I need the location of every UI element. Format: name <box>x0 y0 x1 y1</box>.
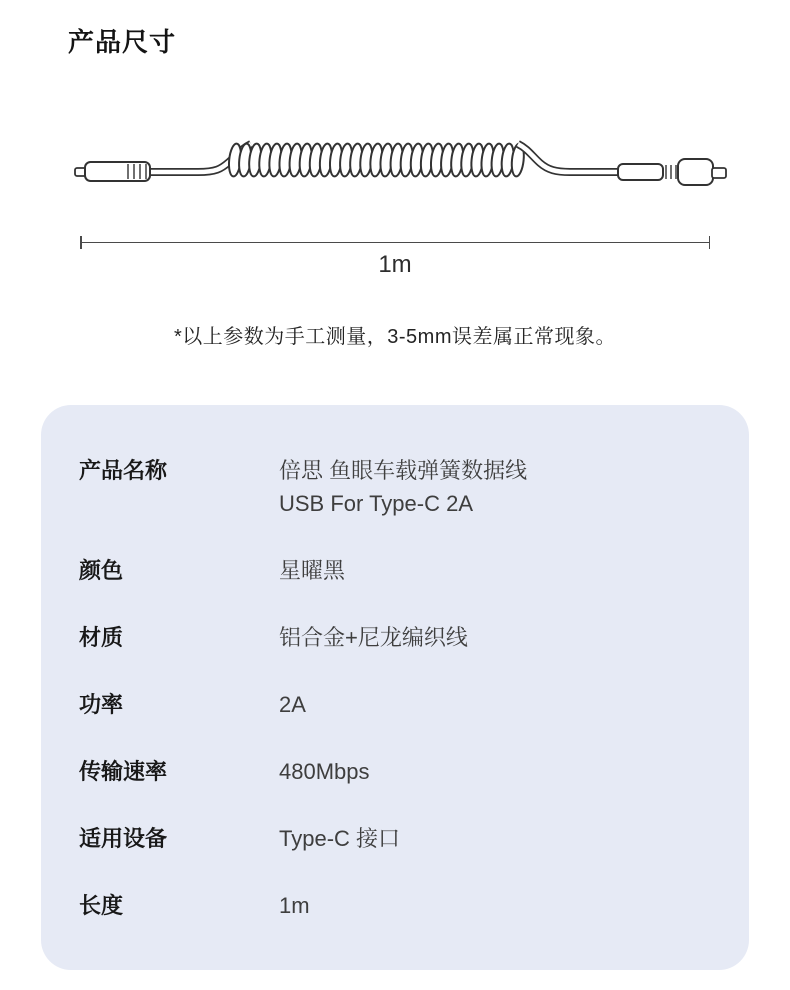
spec-value: 480Mbps <box>279 759 370 784</box>
spec-row-length <box>79 889 709 922</box>
spring-coil <box>228 143 526 177</box>
spec-row-compatible-device <box>79 822 709 855</box>
spec-label: 功率 <box>79 692 124 717</box>
spec-value: 1m <box>279 893 310 918</box>
right-connector-tip <box>712 168 726 178</box>
dimension-line <box>80 236 710 249</box>
spec-row-material <box>79 621 709 654</box>
dimension-tick-right <box>709 236 711 249</box>
spec-label: 材质 <box>79 625 124 650</box>
spec-label: 传输速率 <box>79 759 168 784</box>
left-connector <box>75 162 150 181</box>
spec-value: 铝合金+尼龙编织线 <box>279 625 468 650</box>
spec-row-product-name <box>79 454 709 520</box>
spec-label: 适用设备 <box>79 826 168 851</box>
spec-label: 产品名称 <box>79 458 168 483</box>
spec-value <box>279 454 527 520</box>
right-connector-barrel <box>618 164 663 180</box>
spec-value-line2: USB For Type-C 2A <box>279 491 473 516</box>
coiled-cable-illustration <box>70 125 730 225</box>
spec-value-line1: 倍思 鱼眼车载弹簧数据线 <box>279 458 528 483</box>
spec-value: 2A <box>279 692 306 717</box>
spec-label: 颜色 <box>79 558 124 583</box>
spec-row-color <box>79 554 709 587</box>
right-connector-body <box>678 159 713 185</box>
spec-value: Type-C 接口 <box>279 826 401 851</box>
page-title: 产品尺寸 <box>68 27 177 57</box>
right-connector <box>618 159 726 185</box>
spec-value: 星曜黑 <box>279 558 346 583</box>
spec-card <box>41 405 749 970</box>
length-label: 1m <box>378 251 412 278</box>
dimension-hline <box>80 242 710 244</box>
spec-row-power <box>79 688 709 721</box>
spec-label: 长度 <box>79 893 124 918</box>
spec-row-transfer-rate <box>79 755 709 788</box>
measurement-note: *以上参数为手工测量，3-5mm误差属正常现象。 <box>173 326 616 348</box>
cable-right-core <box>518 144 622 172</box>
